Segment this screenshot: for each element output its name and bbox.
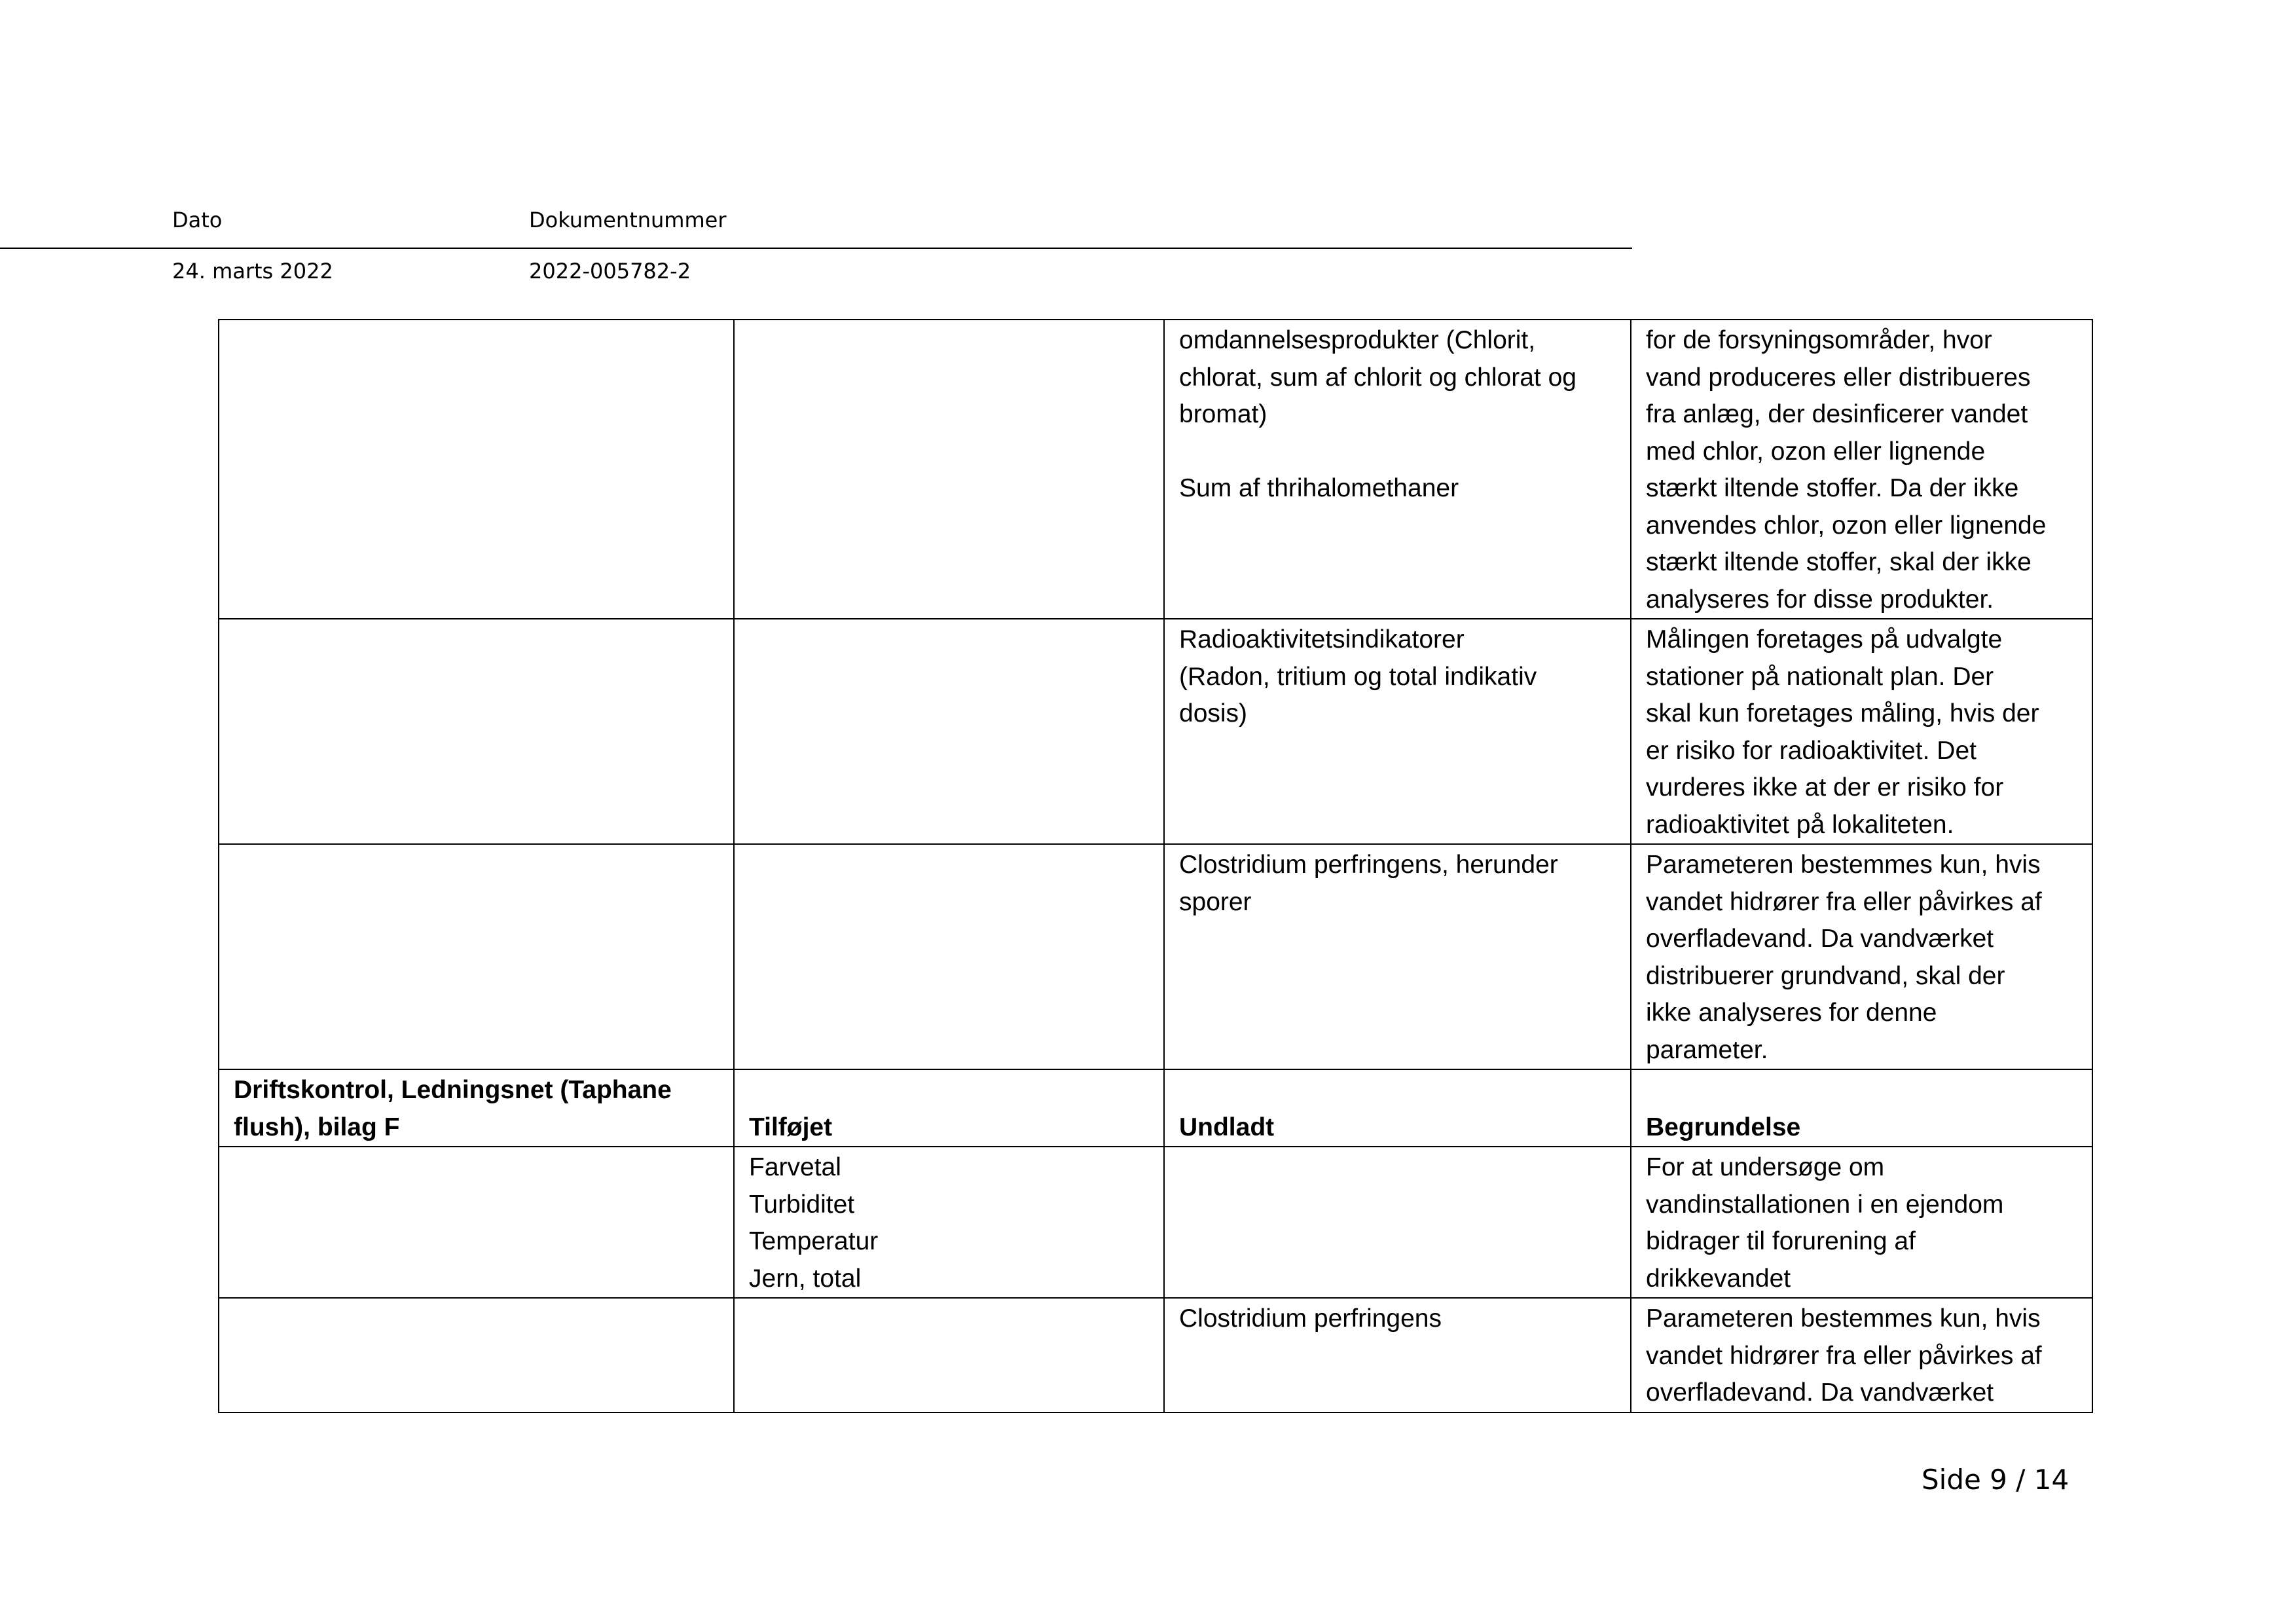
cell-text-line: anvendes chlor, ozon eller lignende [1646,511,2047,540]
page-number: Side 9 / 14 [1922,1464,2069,1496]
table-cell-tilfojet [734,844,1164,1069]
section-heading-line: flush), bilag F [234,1113,400,1141]
cell-text-line: sporer [1179,887,1252,916]
table-cell-tilfojet [734,619,1164,844]
cell-text-line: bidrager til forurening af [1646,1227,1916,1255]
cell-text-line: vandet hidrører fra eller påvirkes af [1646,887,2042,916]
cell-text-line: analyseres for disse produkter. [1646,585,1994,614]
cell-text-line: skal kun foretages måling, hvis der [1646,699,2039,728]
cell-text-line: stærkt iltende stoffer. Da der ikke [1646,474,2019,502]
header-divider [0,248,1632,249]
cell-text-line: for de forsyningsområder, hvor [1646,326,1992,354]
cell-text-line: Farvetal [749,1153,841,1181]
table-cell-tilfojet [734,1298,1164,1412]
table-cell-section [219,619,734,844]
cell-text-line: Radioaktivitetsindikatorer [1179,625,1465,654]
table-cell-tilfojet [734,1147,1164,1298]
cell-text-line: radioaktivitet på lokaliteten. [1646,810,1954,839]
cell-text-line: Parameteren bestemmes kun, hvis [1646,851,2041,879]
cell-text-line: chlorat, sum af chlorit og chlorat og [1179,363,1576,392]
cell-text-line: stationer på nationalt plan. Der [1646,662,1994,691]
cell-text-line: Temperatur [749,1227,879,1255]
cell-text-line: Turbiditet [749,1190,855,1219]
cell-text-line: distribuerer grundvand, skal der [1646,961,2005,990]
document-number-value: 2022-005782-2 [529,259,691,284]
blank-line [1179,434,1620,471]
cell-text-line: Jern, total [749,1264,862,1293]
table-cell-section [219,844,734,1069]
cell-text-line: ikke analyseres for denne [1646,999,1937,1027]
table-row [219,1147,2092,1298]
cell-text-line: drikkevandet [1646,1264,1791,1293]
cell-text-line: overfladevand. Da vandværket [1646,1378,1994,1407]
table-cell-begrundelse [1631,619,2092,844]
cell-text-line: er risiko for radioaktivitet. Det [1646,736,1977,765]
cell-text-line: overfladevand. Da vandværket [1646,925,1994,953]
cell-text-line: vandinstallationen i en ejendom [1646,1190,2004,1219]
table-row [219,320,2092,619]
date-value: 24. marts 2022 [172,259,333,284]
cell-text-line: fra anlæg, der desinficerer vandet [1646,400,2028,428]
cell-text-line: stærkt iltende stoffer, skal der ikke [1646,548,2032,576]
cell-text-line: vand produceres eller distribueres [1646,363,2031,392]
cell-text-line: For at undersøge om [1646,1153,1885,1181]
cell-text-line: (Radon, tritium og total indikativ [1179,662,1537,691]
table-cell-undladt [1164,320,1631,619]
cell-text-line: Clostridium perfringens, herunder [1179,851,1558,879]
cell-text-line: med chlor, ozon eller lignende [1646,437,1986,466]
table-cell-undladt [1164,844,1631,1069]
column-heading-undladt: Undladt [1164,1069,1631,1147]
table-cell-begrundelse [1631,1298,2092,1412]
table-row [219,619,2092,844]
cell-text-line: vurderes ikke at der er risiko for [1646,773,2004,802]
table-header-row [219,1069,2092,1147]
cell-text-line: Målingen foretages på udvalgte [1646,625,2003,654]
cell-text-line: Parameteren bestemmes kun, hvis [1646,1304,2041,1333]
cell-text-line: parameter. [1646,1035,1768,1064]
table-cell-undladt [1164,1298,1631,1412]
table-cell-section [219,1298,734,1412]
section-heading-line: Driftskontrol, Ledningsnet (Taphane [234,1076,672,1104]
parameter-table [218,319,2093,1413]
table-cell-begrundelse [1631,844,2092,1069]
cell-text-line: bromat) [1179,400,1267,428]
table-cell-begrundelse [1631,320,2092,619]
document-number-label: Dokumentnummer [529,208,727,232]
table-cell-section [219,320,734,619]
cell-text-line: vandet hidrører fra eller påvirkes af [1646,1341,2042,1370]
cell-text-line: Sum af thrihalomethaner [1179,474,1459,502]
table-row [219,1298,2092,1412]
table-cell-undladt [1164,1147,1631,1298]
cell-text-line: dosis) [1179,699,1248,728]
column-heading-tilfojet: Tilføjet [734,1069,1164,1147]
table-cell-undladt [1164,619,1631,844]
cell-text-line: Clostridium perfringens [1179,1304,1442,1333]
table-cell-section [219,1147,734,1298]
column-heading-begrundelse: Begrundelse [1631,1069,2092,1147]
table-cell-tilfojet [734,320,1164,619]
section-heading-cell [219,1069,734,1147]
cell-text-line: omdannelsesprodukter (Chlorit, [1179,326,1536,354]
date-label: Dato [172,208,223,232]
table-row [219,844,2092,1069]
table-cell-begrundelse [1631,1147,2092,1298]
